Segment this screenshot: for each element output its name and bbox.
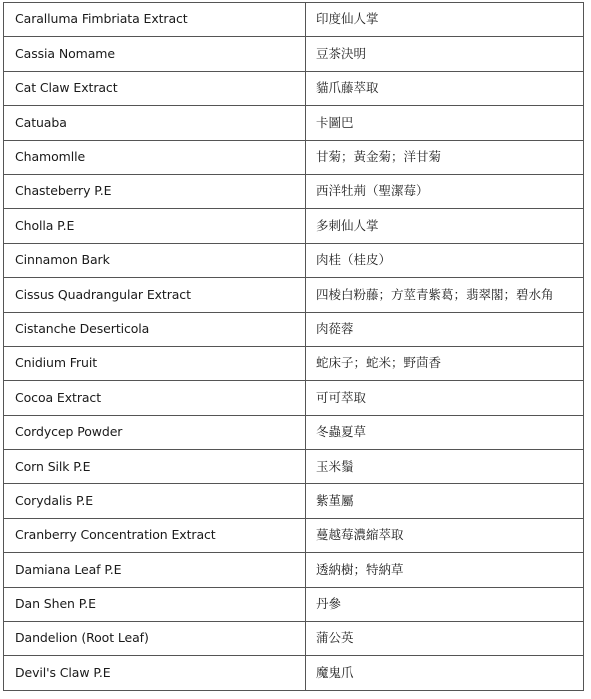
table-row <box>4 656 584 690</box>
english-name-cell: Chamomlle <box>4 140 306 174</box>
table-row <box>4 484 584 518</box>
chinese-name-cell: 可可萃取 <box>306 381 584 415</box>
english-name-cell: Cranberry Concentration Extract <box>4 518 306 552</box>
table-row <box>4 450 584 484</box>
chinese-name-cell: 蛇床子；蛇米；野茴香 <box>306 346 584 380</box>
table-row <box>4 37 584 71</box>
english-name-cell: Dan Shen P.E <box>4 587 306 621</box>
table-row <box>4 553 584 587</box>
chinese-name-cell: 印度仙人掌 <box>306 3 584 37</box>
chinese-name-cell: 卡圖巴 <box>306 106 584 140</box>
table-row <box>4 243 584 277</box>
table-row <box>4 140 584 174</box>
english-name-cell: Cat Claw Extract <box>4 71 306 105</box>
table-row <box>4 587 584 621</box>
table-row <box>4 415 584 449</box>
chinese-name-cell: 玉米鬚 <box>306 450 584 484</box>
chinese-name-cell: 蔓越莓濃縮萃取 <box>306 518 584 552</box>
table-row <box>4 71 584 105</box>
ingredient-table <box>3 2 584 691</box>
chinese-name-cell: 蒲公英 <box>306 622 584 656</box>
table-row <box>4 3 584 37</box>
table-row <box>4 518 584 552</box>
english-name-cell: Cordycep Powder <box>4 415 306 449</box>
table-body <box>4 3 584 691</box>
table-row <box>4 278 584 312</box>
table-row <box>4 381 584 415</box>
english-name-cell: Cnidium Fruit <box>4 346 306 380</box>
table-row <box>4 106 584 140</box>
table-row <box>4 312 584 346</box>
english-name-cell: Catuaba <box>4 106 306 140</box>
english-name-cell: Damiana Leaf P.E <box>4 553 306 587</box>
english-name-cell: Cissus Quadrangular Extract <box>4 278 306 312</box>
english-name-cell: Cholla P.E <box>4 209 306 243</box>
english-name-cell: Cinnamon Bark <box>4 243 306 277</box>
chinese-name-cell: 透納樹；特納草 <box>306 553 584 587</box>
chinese-name-cell: 西洋牡荊（聖潔莓） <box>306 174 584 208</box>
chinese-name-cell: 貓爪藤萃取 <box>306 71 584 105</box>
chinese-name-cell: 多刺仙人掌 <box>306 209 584 243</box>
chinese-name-cell: 魔鬼爪 <box>306 656 584 690</box>
chinese-name-cell: 四棱白粉藤；方莖青紫葛；翡翠閣；碧水角 <box>306 278 584 312</box>
english-name-cell: Caralluma Fimbriata Extract <box>4 3 306 37</box>
english-name-cell: Cocoa Extract <box>4 381 306 415</box>
table-row <box>4 622 584 656</box>
english-name-cell: Corn Silk P.E <box>4 450 306 484</box>
chinese-name-cell: 豆茶決明 <box>306 37 584 71</box>
english-name-cell: Devil's Claw P.E <box>4 656 306 690</box>
english-name-cell: Dandelion (Root Leaf) <box>4 622 306 656</box>
english-name-cell: Cassia Nomame <box>4 37 306 71</box>
chinese-name-cell: 甘菊；黃金菊；洋甘菊 <box>306 140 584 174</box>
english-name-cell: Chasteberry P.E <box>4 174 306 208</box>
chinese-name-cell: 丹參 <box>306 587 584 621</box>
chinese-name-cell: 冬蟲夏草 <box>306 415 584 449</box>
table-row <box>4 346 584 380</box>
chinese-name-cell: 紫堇屬 <box>306 484 584 518</box>
english-name-cell: Cistanche Deserticola <box>4 312 306 346</box>
table-row <box>4 174 584 208</box>
chinese-name-cell: 肉蓯蓉 <box>306 312 584 346</box>
chinese-name-cell: 肉桂（桂皮） <box>306 243 584 277</box>
table-row <box>4 209 584 243</box>
english-name-cell: Corydalis P.E <box>4 484 306 518</box>
